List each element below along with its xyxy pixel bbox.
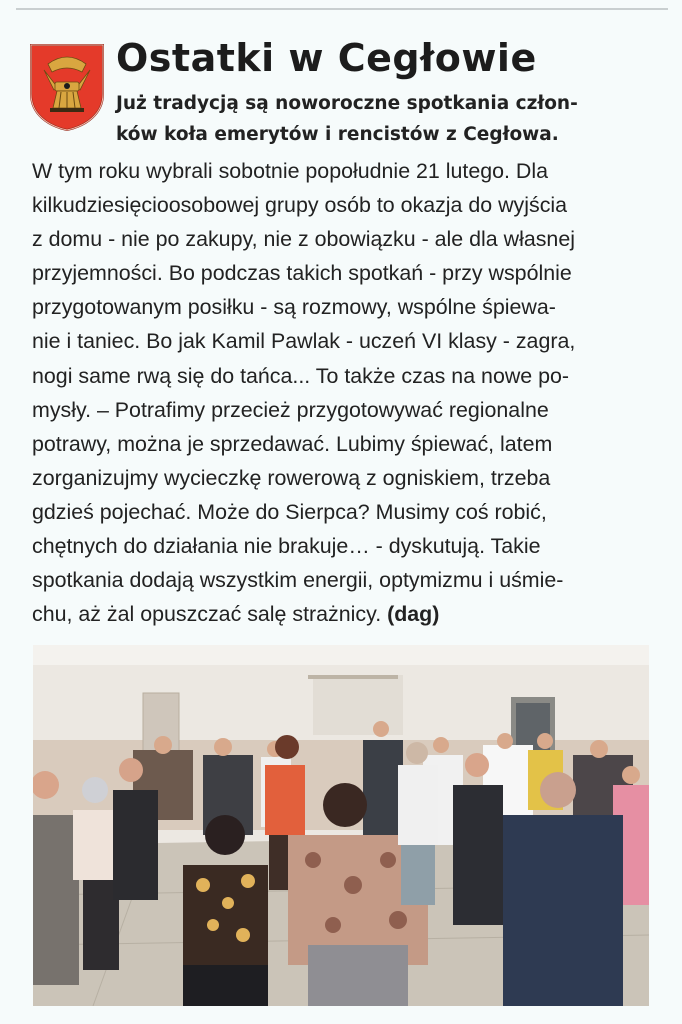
body-line: przygotowanym posiłku - są rozmowy, wspólne śpiewa- (32, 295, 556, 320)
body-line: nie i taniec. Bo jak Kamil Pawlak - uczeń VI klasy - zagra, (32, 329, 576, 354)
article-lead (116, 88, 646, 150)
lead-line: Już tradycją są noworoczne spotkania człon- (116, 93, 578, 114)
coat-of-arms-icon (28, 42, 106, 132)
body-line-text: chu, aż żal opuszczać salę strażnicy. (32, 602, 382, 627)
body-line: potrawy, można je sprzedawać. Lubimy śpiewać, latem (32, 431, 553, 456)
body-line: mysły. – Potrafimy przecież przygotowywać regionalne (32, 397, 549, 422)
lead-line: ków koła emerytów i rencistów z Cegłowa. (116, 124, 559, 145)
author-signature: (dag) (387, 602, 440, 627)
body-line: chętnych do działania nie brakuje… - dyskutują. Takie (32, 534, 541, 559)
body-line: kilkudziesięcioosobowej grupy osób to okazja do wyjścia (32, 193, 568, 218)
body-line: nogi same rwą się do tańca... To także czas na nowe po- (32, 363, 570, 388)
body-line: W tym roku wybrali sobotnie popołudnie 21 lutego. Dla (32, 159, 549, 183)
top-divider (16, 8, 668, 10)
event-photo (33, 645, 649, 1006)
body-line: przyjemności. Bo podczas takich spotkań - przy wspólnie (32, 261, 572, 286)
body-line: zorganizujmy wycieczkę rowerową z ogniskiem, trzeba (32, 465, 551, 490)
body-line-last (32, 597, 650, 631)
body-line: z domu - nie po zakupy, nie z obowiązku - ale dla własnej (32, 227, 575, 252)
body-line: gdzieś pojechać. Może do Sierpca? Musimy coś robić, (32, 499, 547, 524)
article-title: Ostatki w Cegłowie (116, 36, 537, 80)
article-body (32, 154, 650, 631)
body-line: spotkania dodają wszystkim energii, optymizmu i uśmie- (32, 568, 564, 593)
